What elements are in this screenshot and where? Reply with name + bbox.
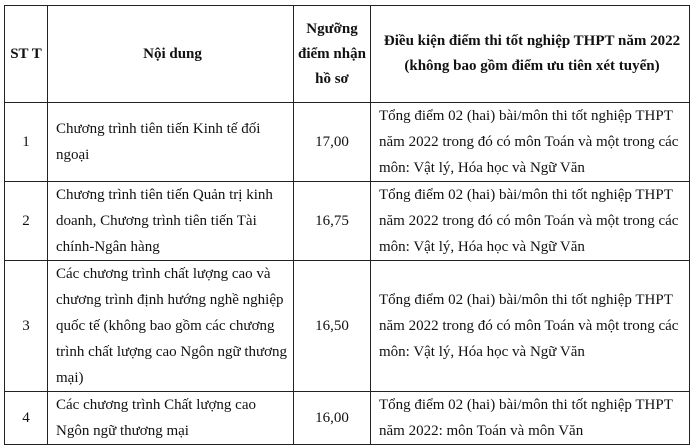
row-stt: 1 (5, 103, 48, 182)
row-threshold: 16,00 (294, 392, 371, 445)
row-stt: 3 (5, 261, 48, 392)
admission-threshold-table (4, 5, 690, 445)
row-stt: 4 (5, 392, 48, 445)
table-row (5, 261, 690, 392)
header-condition-line1: Điều kiện điểm thi tốt nghiệp THPT năm 2022 (383, 33, 681, 49)
row-condition: Tổng điểm 02 (hai) bài/môn thi tốt nghiệp THPT năm 2022 trong đó có môn Toán và một trong các môn: Vật lý, Hóa học và Ngữ Văn (371, 261, 690, 392)
table-header-row (5, 6, 690, 103)
row-condition: Tổng điểm 02 (hai) bài/môn thi tốt nghiệp THPT năm 2022 trong đó có môn Toán và một trong các môn: Vật lý, Hóa học và Ngữ Văn (371, 182, 690, 261)
header-condition-line2: (không bao gồm điểm ưu tiên xét tuyển) (404, 58, 660, 74)
row-content: Các chương trình chất lượng cao và chương trình định hướng nghề nghiệp quốc tế (không bao gồm các chương trình chất lượng cao Ngôn ngữ thương mại) (48, 261, 294, 392)
row-threshold: 16,75 (294, 182, 371, 261)
row-threshold: 16,50 (294, 261, 371, 392)
row-condition: Tổng điểm 02 (hai) bài/môn thi tốt nghiệp THPT năm 2022 trong đó có môn Toán và một trong các môn: Vật lý, Hóa học và Ngữ Văn (371, 103, 690, 182)
row-threshold: 17,00 (294, 103, 371, 182)
table-row (5, 182, 690, 261)
table-row (5, 392, 690, 445)
row-stt: 2 (5, 182, 48, 261)
table-row (5, 103, 690, 182)
header-stt: ST T (5, 6, 48, 103)
header-condition (371, 6, 690, 103)
row-content: Chương trình tiên tiến Quản trị kinh doanh, Chương trình tiên tiến Tài chính-Ngân hàng (48, 182, 294, 261)
header-threshold: Ngưỡng điểm nhận hồ sơ (294, 6, 371, 103)
header-content: Nội dung (48, 6, 294, 103)
row-content: Các chương trình Chất lượng cao Ngôn ngữ thương mại (48, 392, 294, 445)
row-content: Chương trình tiên tiến Kinh tế đối ngoại (48, 103, 294, 182)
row-condition: Tổng điểm 02 (hai) bài/môn thi tốt nghiệp THPT năm 2022: môn Toán và môn Văn (371, 392, 690, 445)
